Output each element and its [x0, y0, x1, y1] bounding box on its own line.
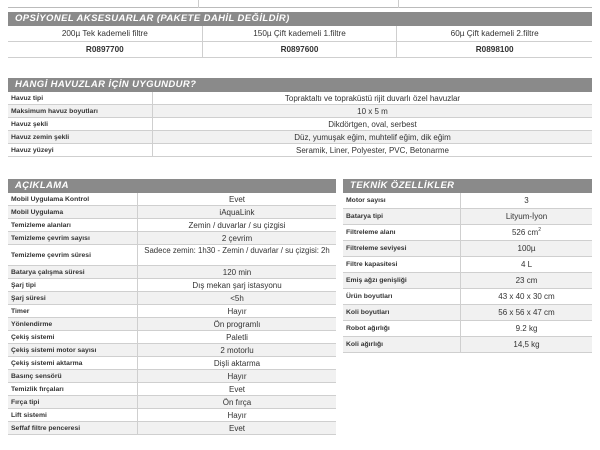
row-label: Yönlendirme — [8, 318, 138, 330]
table-row — [8, 219, 336, 232]
table-row — [8, 279, 336, 292]
table-row — [343, 241, 592, 257]
row-label: Temizlik fırçaları — [8, 383, 138, 395]
row-value: Dış mekan şarj istasyonu — [192, 281, 282, 290]
row-value: Hayır — [227, 372, 247, 381]
table-row — [8, 305, 336, 318]
row-value: 43 x 40 x 30 cm — [498, 292, 555, 301]
row-value: Evet — [228, 424, 245, 433]
row-value: Ön programlı — [213, 320, 261, 329]
row-value: Seramik, Liner, Polyester, PVC, Betonarme — [296, 146, 449, 155]
accessory-name: 60µ Çift kademeli 2.filtre — [397, 26, 592, 42]
accessories-section — [8, 12, 592, 58]
row-value: <5h — [230, 294, 244, 303]
row-label: Şarj süresi — [8, 292, 138, 304]
accessory-name: 200µ Tek kademeli filtre — [8, 26, 203, 42]
table-row — [8, 292, 336, 305]
table-row — [343, 289, 592, 305]
row-label: Şarj tipi — [8, 279, 138, 291]
row-value-text: 526 cm — [511, 228, 539, 237]
row-label: Havuz yüzeyi — [8, 144, 153, 156]
row-label: Filtre kapasitesi — [343, 257, 461, 272]
accessories-grid — [8, 26, 592, 58]
description-section — [8, 179, 336, 435]
row-label: Timer — [8, 305, 138, 317]
table-row — [343, 209, 592, 225]
table-row — [343, 321, 592, 337]
row-value: 100µ — [517, 244, 536, 253]
pools-table — [8, 92, 592, 157]
row-label: Motor sayısı — [343, 193, 461, 208]
tech-specs-table — [343, 193, 592, 353]
table-row — [343, 193, 592, 209]
pools-title: HANGİ HAVUZLAR İÇİN UYGUNDUR? — [8, 78, 592, 92]
table-row — [343, 257, 592, 273]
row-label: Çekiş sistemi aktarma — [8, 357, 138, 369]
row-label: Mobil Uygulama Kontrol — [8, 193, 138, 205]
pools-section — [8, 78, 592, 157]
row-value: Evet — [228, 195, 245, 204]
row-label: Robot ağırlığı — [343, 321, 461, 336]
row-value: 10 x 5 m — [357, 107, 388, 116]
row-label: Havuz şekli — [8, 118, 153, 130]
row-value: Dikdörtgen, oval, serbest — [328, 120, 417, 129]
row-label: Maksimum havuz boyutları — [8, 105, 153, 117]
table-row — [8, 266, 336, 279]
table-row — [343, 225, 592, 241]
row-value: Hayır — [227, 411, 247, 420]
row-label: Havuz zemin şekli — [8, 131, 153, 143]
row-label: Koli ağırlığı — [343, 337, 461, 352]
row-label: Emiş ağzı genişliği — [343, 273, 461, 288]
table-row — [8, 383, 336, 396]
top-strip-divider — [398, 0, 399, 8]
row-label: Koli boyutları — [343, 305, 461, 320]
row-value: 3 — [524, 196, 529, 205]
row-value: Paletli — [226, 333, 248, 342]
table-row — [8, 92, 592, 105]
row-label: Mobil Uygulama — [8, 206, 138, 218]
table-row — [8, 422, 336, 435]
row-value: 9.2 kg — [515, 324, 538, 333]
accessory-name: 150µ Çift kademeli 1.filtre — [203, 26, 398, 42]
row-value: Düz, yumuşak eğim, muhtelif eğim, dik eğim — [294, 133, 451, 142]
row-value: 2 motorlu — [220, 346, 254, 355]
row-value: Sadece zemin: 1h30 - Zemin / duvarlar / su çizgisi: 2h — [144, 246, 330, 255]
row-label: Temizleme çevrim süresi — [8, 245, 138, 265]
table-row — [343, 305, 592, 321]
table-row — [8, 232, 336, 245]
row-label: Çekiş sistemi — [8, 331, 138, 343]
row-value: Zemin / duvarlar / su çizgisi — [188, 221, 286, 230]
row-value: 4 L — [520, 260, 533, 269]
table-row — [8, 331, 336, 344]
table-row — [8, 318, 336, 331]
accessory-code: R0897700 — [8, 42, 203, 58]
table-row — [8, 193, 336, 206]
table-row — [343, 273, 592, 289]
row-label: Çekiş sistemi motor sayısı — [8, 344, 138, 356]
table-row — [8, 131, 592, 144]
row-value: Evet — [228, 385, 245, 394]
table-row — [8, 357, 336, 370]
row-value: 23 cm — [515, 276, 538, 285]
row-label: Seffaf filtre penceresi — [8, 422, 138, 434]
row-value: 2 çevrim — [221, 234, 253, 243]
superscript: 2 — [538, 227, 541, 233]
table-row — [343, 337, 592, 353]
row-value — [461, 225, 592, 240]
row-label: Batarya tipi — [343, 209, 461, 224]
tech-specs-section — [343, 179, 592, 353]
row-label: Filtreleme seviyesi — [343, 241, 461, 256]
row-label: Ürün boyutları — [343, 289, 461, 304]
table-row — [8, 105, 592, 118]
row-label: Fırça tipi — [8, 396, 138, 408]
row-value: 56 x 56 x 47 cm — [498, 308, 555, 317]
tech-specs-title: TEKNİK ÖZELLİKLER — [343, 179, 592, 193]
table-row — [8, 370, 336, 383]
table-row — [8, 144, 592, 157]
row-value: Dişli aktarma — [213, 359, 261, 368]
row-label: Temizleme çevrim sayısı — [8, 232, 138, 244]
table-row — [8, 245, 336, 266]
row-label: Havuz tipi — [8, 92, 153, 104]
row-label: Temizleme alanları — [8, 219, 138, 231]
row-value: 14,5 kg — [513, 340, 540, 349]
table-row — [8, 118, 592, 131]
row-label: Lift sistemi — [8, 409, 138, 421]
row-value: Lityum-İyon — [505, 212, 548, 221]
table-row — [8, 206, 336, 219]
row-label: Batarya çalışma süresi — [8, 266, 138, 278]
row-value: 120 min — [222, 268, 252, 277]
row-value: Topraktaltı ve topraküstü rijit duvarlı özel havuzlar — [284, 94, 461, 103]
accessory-code: R0898100 — [397, 42, 592, 58]
table-row — [8, 344, 336, 357]
top-strip-divider — [198, 0, 199, 8]
row-label: Basınç sensörü — [8, 370, 138, 382]
accessory-code: R0897600 — [203, 42, 398, 58]
row-label: Filtreleme alanı — [343, 225, 461, 240]
row-value: iAquaLink — [219, 208, 255, 217]
description-title: AÇIKLAMA — [8, 179, 336, 193]
table-row — [8, 396, 336, 409]
row-value: Hayır — [227, 307, 247, 316]
description-table — [8, 193, 336, 435]
top-strip — [8, 0, 592, 8]
row-value: Ön fırça — [222, 398, 252, 407]
accessories-title: OPSİYONEL AKSESUARLAR (PAKETE DAHİL DEĞİLDİR) — [8, 12, 592, 26]
table-row — [8, 409, 336, 422]
